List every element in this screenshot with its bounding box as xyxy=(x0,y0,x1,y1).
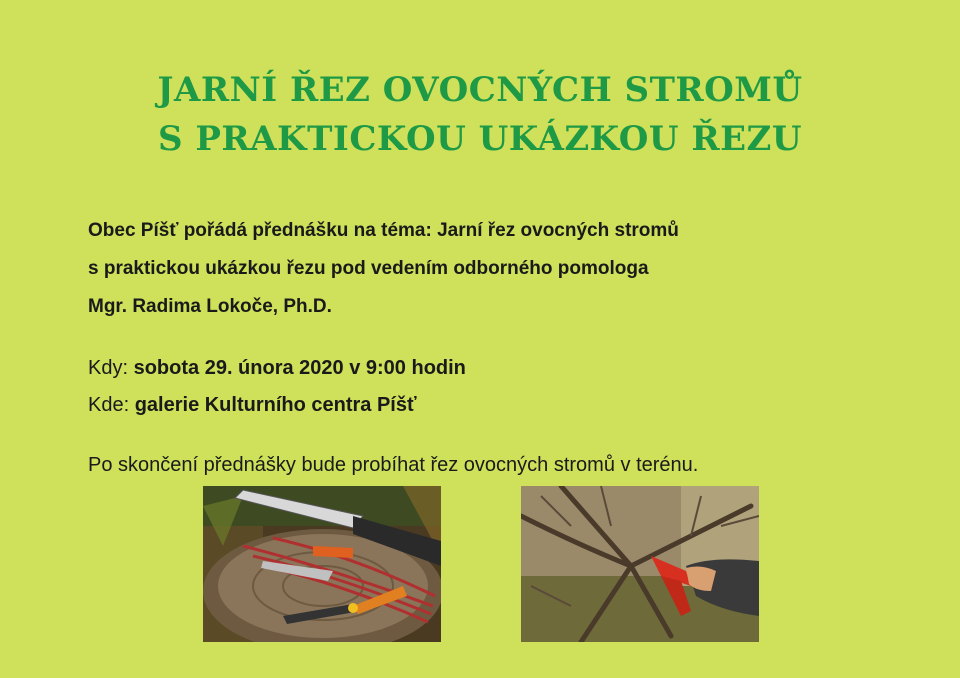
after-lecture-note: Po skončení přednášky bude probíhat řez ovocných stromů v terénu. xyxy=(88,454,699,476)
title-line-1: JARNÍ ŘEZ OVOCNÝCH STROMŮ xyxy=(157,70,803,110)
intro-paragraph xyxy=(88,212,848,326)
event-info xyxy=(88,350,848,424)
pruning-tools-photo xyxy=(203,486,441,642)
where-label: Kde: xyxy=(88,394,135,416)
when-row xyxy=(88,350,848,387)
where-value: galerie Kulturního centra Píšť xyxy=(134,394,417,416)
branch-pruning-photo xyxy=(521,486,759,642)
intro-line-1: Obec Píšť pořádá přednášku na téma: Jarní řez ovocných stromů xyxy=(88,220,679,241)
title-line-2: S PRAKTICKOU UKÁZKOU ŘEZU xyxy=(157,119,803,159)
when-label: Kdy: xyxy=(88,357,134,379)
intro-line-3: Mgr. Radima Lokoče, Ph.D. xyxy=(88,296,332,317)
intro-line-2: s praktickou ukázkou řezu pod vedením odborného pomologa xyxy=(88,258,649,279)
poster-title xyxy=(0,66,960,164)
where-row xyxy=(88,387,848,424)
when-value: sobota 29. února 2020 v 9:00 hodin xyxy=(133,357,466,379)
